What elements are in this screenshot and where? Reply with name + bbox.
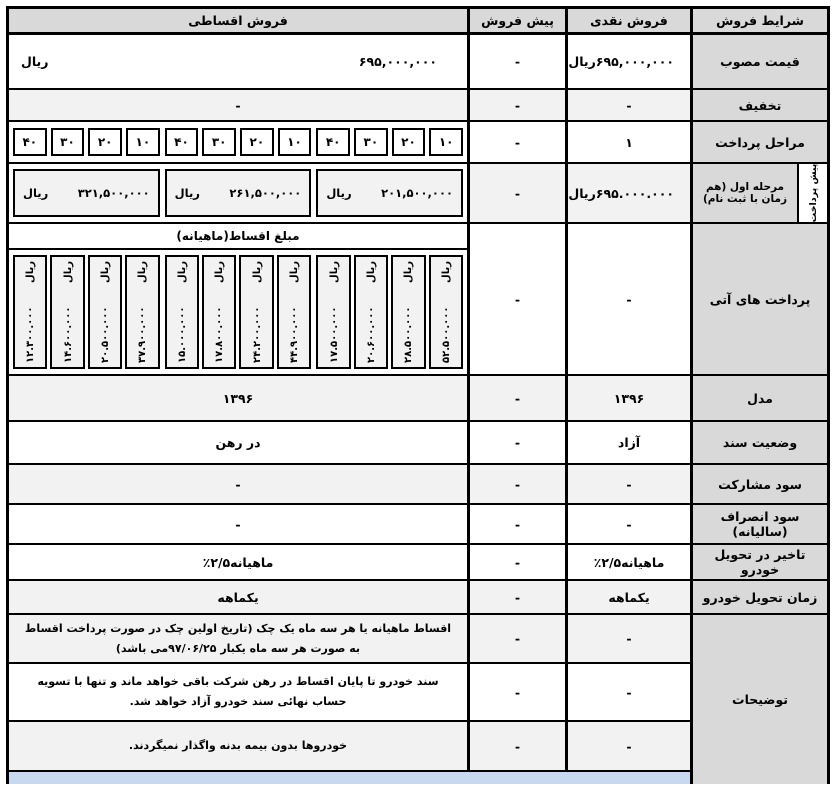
monthly-group-2 bbox=[165, 255, 312, 369]
note2-text: سند خودرو تا پایان اقساط در رهن شرکت باقی خواهد ماند و تنها با تسویه حساب نهائی سند خودرو آزاد خواهد شد. bbox=[37, 675, 439, 708]
row-future-payments bbox=[9, 224, 827, 376]
document-status-cash: آزاد bbox=[565, 422, 690, 463]
delivery-delay-label: تاخیر در تحویل خودرو bbox=[690, 545, 827, 579]
row-payment-stages bbox=[9, 122, 827, 164]
monthly-cell bbox=[88, 255, 122, 369]
stage-count: ۱۰ bbox=[126, 128, 160, 156]
rial-unit: ریال bbox=[213, 261, 225, 283]
stage-count: ۳۰ bbox=[202, 128, 236, 156]
delivery-time-label: زمان تحویل خودرو bbox=[690, 581, 827, 613]
model-label: مدل bbox=[690, 376, 827, 420]
monthly-cell bbox=[429, 255, 463, 369]
row-cancellation-profit bbox=[9, 505, 827, 545]
monthly-value: ۱۴.۶۰۰.۰۰۰ bbox=[62, 306, 74, 363]
document-status-label: وضعیت سند bbox=[690, 422, 827, 463]
note1-presale: - bbox=[467, 615, 565, 662]
notes-label: توضیحات bbox=[690, 615, 827, 784]
approved-price-cash bbox=[565, 35, 690, 88]
monthly-value: ۲۸.۵۰۰.۰۰۰ bbox=[402, 306, 414, 363]
prepayment-rotated-label: پیش پرداخت bbox=[807, 163, 819, 223]
rial-unit: ریال bbox=[24, 261, 36, 283]
cancellation-profit-presale: - bbox=[467, 505, 565, 543]
down-payment-value: ۲۶۱,۵۰۰,۰۰۰ bbox=[229, 186, 302, 200]
model-installment: ۱۳۹۶ bbox=[9, 376, 467, 420]
down-payment-box-3 bbox=[13, 169, 160, 217]
approved-price-installment bbox=[9, 35, 467, 88]
first-stage-label: مرحله اول (هم زمان با ثبت نام) bbox=[690, 164, 797, 222]
rial-unit: ریال bbox=[174, 186, 200, 200]
rial-unit: ریال bbox=[136, 261, 148, 283]
row-delivery-delay bbox=[9, 545, 827, 581]
row-approved-price bbox=[9, 35, 827, 90]
stage-count: ۲۰ bbox=[88, 128, 122, 156]
monthly-cell bbox=[125, 255, 159, 369]
rial-unit: ریال bbox=[176, 261, 188, 283]
down-payment-value: ۳۲۱,۵۰۰,۰۰۰ bbox=[77, 186, 150, 200]
monthly-installment-subheader: مبلغ اقساط(ماهیانه) bbox=[9, 224, 467, 250]
note-row-3 bbox=[9, 722, 690, 772]
approved-price-label: قیمت مصوب bbox=[690, 35, 827, 88]
note-row-2 bbox=[9, 664, 690, 722]
bottom-blue-strip bbox=[9, 772, 690, 784]
row-delivery-time bbox=[9, 581, 827, 615]
sales-conditions-table bbox=[6, 6, 830, 784]
monthly-value: ۵۲.۵۰۰.۰۰۰ bbox=[440, 306, 452, 363]
notes-section bbox=[9, 615, 827, 784]
monthly-cell bbox=[239, 255, 273, 369]
down-payment-box-2 bbox=[165, 169, 312, 217]
note2-presale: - bbox=[467, 664, 565, 720]
stage-count: ۴۰ bbox=[13, 128, 47, 156]
payment-stages-label: مراحل پرداخت bbox=[690, 122, 827, 162]
monthly-group-1 bbox=[316, 255, 463, 369]
stage-count-group-2 bbox=[165, 128, 312, 156]
stage-count: ۲۰ bbox=[392, 128, 426, 156]
document-status-installment: در رهن bbox=[215, 435, 261, 450]
monthly-cell bbox=[354, 255, 388, 369]
delivery-time-installment: یکماهه bbox=[9, 581, 467, 613]
future-payments-cash: - bbox=[565, 224, 690, 374]
approved-price-presale: - bbox=[467, 35, 565, 88]
discount-installment: - bbox=[9, 90, 467, 120]
first-stage-header bbox=[690, 164, 827, 222]
note-row-1 bbox=[9, 615, 690, 664]
monthly-cell bbox=[391, 255, 425, 369]
rial-unit: ریال bbox=[440, 261, 452, 283]
future-payments-installment bbox=[9, 224, 467, 374]
notes-body bbox=[9, 615, 690, 784]
stage-count: ۳۰ bbox=[354, 128, 388, 156]
monthly-cell bbox=[277, 255, 311, 369]
rial-unit: ریال bbox=[62, 261, 74, 283]
rial-unit: ریال bbox=[326, 186, 352, 200]
rial-unit: ریال bbox=[568, 54, 596, 69]
rial-unit: ریال bbox=[22, 186, 49, 200]
monthly-cell bbox=[316, 255, 350, 369]
monthly-cell bbox=[13, 255, 47, 369]
stage-count-group-1 bbox=[316, 128, 463, 156]
first-stage-installment bbox=[9, 164, 467, 222]
first-stage-cash-value: ۶۹۵.۰۰۰.۰۰۰ bbox=[595, 185, 674, 201]
cancellation-profit-label: سود انصراف (سالیانه) bbox=[690, 505, 827, 543]
monthly-value: ۱۷.۸۰۰.۰۰۰ bbox=[213, 306, 225, 363]
monthly-value: ۲۰.۵۰۰.۰۰۰ bbox=[99, 306, 111, 363]
monthly-cell bbox=[50, 255, 84, 369]
future-payments-label: پرداخت های آتی bbox=[690, 224, 827, 374]
discount-cash: - bbox=[565, 90, 690, 120]
stage-count: ۱۰ bbox=[278, 128, 312, 156]
payment-stages-presale: - bbox=[467, 122, 565, 162]
monthly-value: ۱۲.۳۰۰.۰۰۰ bbox=[24, 306, 36, 363]
partnership-profit-label: سود مشارکت bbox=[690, 465, 827, 503]
monthly-value: ۱۵.۰۰۰.۰۰۰ bbox=[176, 306, 188, 363]
stage-count: ۳۰ bbox=[51, 128, 85, 156]
partnership-profit-cash: - bbox=[565, 465, 690, 503]
cancellation-profit-installment: - bbox=[235, 516, 241, 532]
model-cash: ۱۳۹۶ bbox=[565, 376, 690, 420]
approved-price-cash-value: ۶۹۵,۰۰۰,۰۰۰ bbox=[595, 54, 674, 69]
rial-unit: ریال bbox=[402, 261, 414, 283]
monthly-value: ۲۴.۲۰۰.۰۰۰ bbox=[251, 306, 263, 363]
monthly-cell bbox=[202, 255, 236, 369]
stage-count: ۴۰ bbox=[316, 128, 350, 156]
stage-count: ۴۰ bbox=[165, 128, 199, 156]
column-header-row bbox=[9, 9, 827, 35]
discount-label: تخفیف bbox=[690, 90, 827, 120]
delivery-time-presale: - bbox=[467, 581, 565, 613]
header-presale: پیش فروش bbox=[467, 9, 565, 32]
model-presale: - bbox=[467, 376, 565, 420]
row-document-status bbox=[9, 422, 827, 465]
note3-presale: - bbox=[467, 722, 565, 770]
first-stage-presale: - bbox=[467, 164, 565, 222]
prepayment-rotated-tab bbox=[797, 164, 827, 222]
row-first-stage bbox=[9, 164, 827, 224]
monthly-value: ۲۰.۶۰۰.۰۰۰ bbox=[365, 306, 377, 363]
header-installment-sale: فروش اقساطی bbox=[9, 9, 467, 32]
discount-presale: - bbox=[467, 90, 565, 120]
rial-unit: ریال bbox=[288, 261, 300, 283]
payment-stages-cash: ۱ bbox=[565, 122, 690, 162]
monthly-cell bbox=[165, 255, 199, 369]
partnership-profit-installment: - bbox=[9, 465, 467, 503]
rial-unit: ریال bbox=[568, 185, 596, 201]
monthly-value: ۳۷.۹۰۰.۰۰۰ bbox=[136, 306, 148, 363]
header-cash-sale: فروش نقدی bbox=[565, 9, 690, 32]
document-status-presale: - bbox=[467, 422, 565, 463]
rial-unit: ریال bbox=[328, 261, 340, 283]
monthly-value: ۱۷.۵۰۰.۰۰۰ bbox=[328, 306, 340, 363]
cancellation-profit-cash: - bbox=[565, 505, 690, 543]
note2-cash: - bbox=[565, 664, 690, 720]
rial-unit: ریال bbox=[365, 261, 377, 283]
note3-text: خودروها بدون بیمه بدنه واگذار نمیگردند. bbox=[128, 739, 348, 753]
rial-unit: ریال bbox=[251, 261, 263, 283]
future-payments-presale: - bbox=[467, 224, 565, 374]
monthly-value: ۴۴.۹۰۰.۰۰۰ bbox=[288, 306, 300, 363]
stage-count-group-3 bbox=[13, 128, 160, 156]
stage-count: ۱۰ bbox=[429, 128, 463, 156]
approved-price-installment-value: ۶۹۵,۰۰۰,۰۰۰ bbox=[358, 54, 437, 69]
note1-cash: - bbox=[565, 615, 690, 662]
rial-unit: ریال bbox=[21, 54, 49, 69]
down-payment-box-1 bbox=[316, 169, 463, 217]
delivery-time-cash: یکماهه bbox=[565, 581, 690, 613]
delivery-delay-installment: ٪۲/۵ماهیانه bbox=[202, 554, 274, 570]
note1-text: اقساط ماهیانه یا هر سه ماه یک چک (تاریخ اولین چک در صورت پرداخت اقساط به صورت هر سه ماه یکبار ۹۷/۰۶/۲۵می باشد) bbox=[24, 621, 452, 655]
rial-unit: ریال bbox=[99, 261, 111, 283]
first-stage-cash bbox=[565, 164, 690, 222]
down-payment-value: ۲۰۱,۵۰۰,۰۰۰ bbox=[381, 186, 453, 200]
monthly-group-3 bbox=[13, 255, 160, 369]
stage-count: ۲۰ bbox=[240, 128, 274, 156]
payment-stages-installment bbox=[9, 122, 467, 162]
delivery-delay-presale: - bbox=[467, 545, 565, 579]
row-discount bbox=[9, 90, 827, 122]
partnership-profit-presale: - bbox=[467, 465, 565, 503]
monthly-installment-cells bbox=[9, 250, 467, 374]
note3-cash: - bbox=[565, 722, 690, 770]
header-terms: شرایط فروش bbox=[690, 9, 827, 32]
row-model bbox=[9, 376, 827, 422]
delivery-delay-cash: ٪۲/۵ماهیانه bbox=[565, 545, 690, 579]
row-partnership-profit bbox=[9, 465, 827, 505]
